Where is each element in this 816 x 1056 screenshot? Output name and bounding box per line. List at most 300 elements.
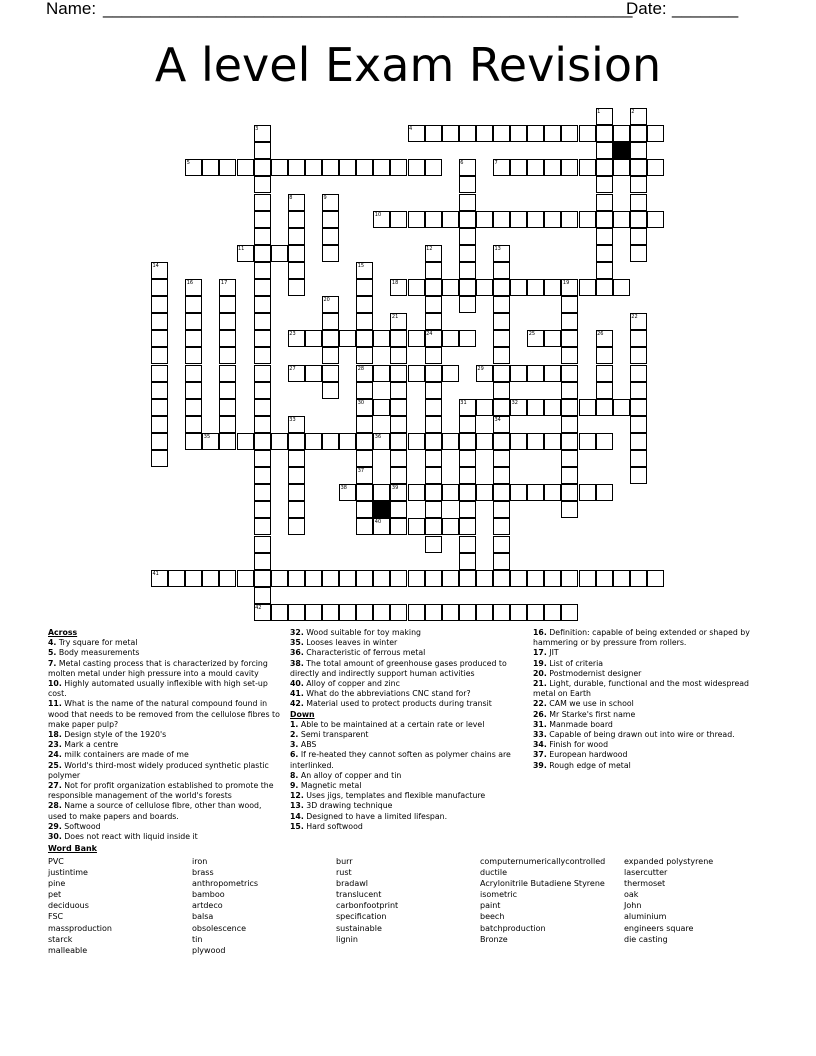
crossword-cell[interactable] xyxy=(476,433,493,450)
crossword-cell[interactable] xyxy=(544,433,561,450)
crossword-cell[interactable] xyxy=(425,604,442,621)
crossword-cell[interactable] xyxy=(630,365,647,382)
crossword-cell[interactable] xyxy=(254,228,271,245)
crossword-cell[interactable] xyxy=(254,518,271,535)
crossword-cell[interactable] xyxy=(442,518,459,535)
crossword-cell[interactable] xyxy=(459,467,476,484)
crossword-cell[interactable] xyxy=(596,484,613,501)
crossword-cell[interactable] xyxy=(254,245,271,262)
crossword-cell[interactable] xyxy=(613,125,630,142)
crossword-cell[interactable] xyxy=(339,433,356,450)
crossword-cell[interactable] xyxy=(459,570,476,587)
crossword-cell[interactable] xyxy=(254,553,271,570)
crossword-cell[interactable] xyxy=(493,330,510,347)
crossword-cell[interactable] xyxy=(254,570,271,587)
crossword-cell[interactable] xyxy=(288,450,305,467)
crossword-cell[interactable] xyxy=(288,467,305,484)
crossword-cell[interactable] xyxy=(630,467,647,484)
crossword-cell[interactable] xyxy=(425,347,442,364)
crossword-cell[interactable] xyxy=(219,330,236,347)
crossword-cell[interactable] xyxy=(271,433,288,450)
crossword-cell[interactable] xyxy=(356,279,373,296)
crossword-cell[interactable] xyxy=(254,484,271,501)
crossword-cell[interactable] xyxy=(185,382,202,399)
crossword-cell[interactable] xyxy=(493,347,510,364)
crossword-cell[interactable] xyxy=(596,365,613,382)
crossword-cell[interactable] xyxy=(442,484,459,501)
crossword-cell[interactable] xyxy=(288,279,305,296)
crossword-cell[interactable] xyxy=(579,433,596,450)
crossword-cell[interactable] xyxy=(596,570,613,587)
crossword-cell[interactable] xyxy=(527,125,544,142)
crossword-cell[interactable] xyxy=(390,211,407,228)
crossword-cell[interactable] xyxy=(442,279,459,296)
crossword-cell[interactable] xyxy=(305,433,322,450)
crossword-cell[interactable] xyxy=(219,313,236,330)
crossword-cell[interactable] xyxy=(510,433,527,450)
crossword-cell[interactable] xyxy=(237,159,254,176)
crossword-cell[interactable] xyxy=(561,416,578,433)
crossword-cell[interactable] xyxy=(390,416,407,433)
crossword-cell[interactable] xyxy=(425,518,442,535)
crossword-cell[interactable] xyxy=(442,604,459,621)
crossword-cell[interactable] xyxy=(630,450,647,467)
crossword-cell[interactable] xyxy=(339,330,356,347)
crossword-cell[interactable] xyxy=(373,365,390,382)
crossword-cell[interactable] xyxy=(185,330,202,347)
crossword-cell[interactable] xyxy=(185,365,202,382)
crossword-cell[interactable] xyxy=(561,604,578,621)
crossword-cell[interactable] xyxy=(544,604,561,621)
crossword-cell[interactable] xyxy=(527,365,544,382)
crossword-cell[interactable] xyxy=(544,211,561,228)
crossword-cell[interactable] xyxy=(254,450,271,467)
crossword-cell[interactable] xyxy=(356,296,373,313)
crossword-cell[interactable] xyxy=(322,604,339,621)
crossword-cell[interactable] xyxy=(254,347,271,364)
crossword-cell[interactable] xyxy=(459,176,476,193)
crossword-cell[interactable] xyxy=(425,159,442,176)
crossword-cell[interactable] xyxy=(459,518,476,535)
crossword-cell[interactable] xyxy=(442,365,459,382)
crossword-cell[interactable] xyxy=(596,382,613,399)
crossword-cell[interactable] xyxy=(151,365,168,382)
crossword-cell[interactable] xyxy=(408,518,425,535)
crossword-cell[interactable] xyxy=(288,518,305,535)
crossword-cell[interactable] xyxy=(339,604,356,621)
crossword-cell[interactable] xyxy=(373,604,390,621)
crossword-cell[interactable] xyxy=(271,570,288,587)
crossword-cell[interactable] xyxy=(579,399,596,416)
crossword-cell[interactable] xyxy=(390,433,407,450)
crossword-cell[interactable] xyxy=(425,125,442,142)
crossword-cell[interactable] xyxy=(185,313,202,330)
crossword-cell[interactable] xyxy=(561,365,578,382)
crossword-cell[interactable] xyxy=(288,245,305,262)
crossword-cell[interactable] xyxy=(442,570,459,587)
crossword-cell[interactable] xyxy=(613,211,630,228)
crossword-cell[interactable] xyxy=(425,467,442,484)
crossword-cell[interactable] xyxy=(493,467,510,484)
crossword-cell[interactable] xyxy=(647,159,664,176)
crossword-cell[interactable] xyxy=(322,211,339,228)
crossword-cell[interactable] xyxy=(510,159,527,176)
crossword-cell[interactable] xyxy=(408,570,425,587)
crossword-cell[interactable] xyxy=(630,125,647,142)
crossword-cell[interactable] xyxy=(510,570,527,587)
crossword-cell[interactable] xyxy=(596,159,613,176)
crossword-cell[interactable] xyxy=(373,399,390,416)
crossword-cell[interactable] xyxy=(305,159,322,176)
crossword-cell[interactable] xyxy=(630,399,647,416)
crossword-cell[interactable] xyxy=(425,211,442,228)
crossword-cell[interactable] xyxy=(185,296,202,313)
crossword-cell[interactable] xyxy=(613,159,630,176)
crossword-cell[interactable] xyxy=(630,142,647,159)
crossword-cell[interactable] xyxy=(185,570,202,587)
name-line[interactable]: ________________________________________________________ xyxy=(103,0,633,18)
crossword-cell[interactable] xyxy=(254,142,271,159)
crossword-cell[interactable] xyxy=(442,125,459,142)
crossword-cell[interactable] xyxy=(219,296,236,313)
crossword-cell[interactable] xyxy=(596,176,613,193)
crossword-cell[interactable] xyxy=(288,211,305,228)
crossword-cell[interactable] xyxy=(408,330,425,347)
crossword-cell[interactable] xyxy=(630,194,647,211)
crossword-cell[interactable] xyxy=(579,211,596,228)
crossword-cell[interactable] xyxy=(544,330,561,347)
crossword-cell[interactable] xyxy=(219,382,236,399)
crossword-cell[interactable] xyxy=(510,604,527,621)
crossword-cell[interactable] xyxy=(322,159,339,176)
crossword-cell[interactable] xyxy=(459,416,476,433)
crossword-cell[interactable] xyxy=(459,484,476,501)
crossword-cell[interactable] xyxy=(425,365,442,382)
crossword-cell[interactable] xyxy=(476,279,493,296)
crossword-cell[interactable] xyxy=(561,399,578,416)
crossword-cell[interactable] xyxy=(630,245,647,262)
crossword-cell[interactable] xyxy=(630,211,647,228)
crossword-cell[interactable] xyxy=(254,399,271,416)
crossword-cell[interactable] xyxy=(544,570,561,587)
crossword-cell[interactable] xyxy=(493,211,510,228)
crossword-cell[interactable] xyxy=(202,570,219,587)
crossword-cell[interactable] xyxy=(339,159,356,176)
crossword-cell[interactable] xyxy=(596,194,613,211)
crossword-cell[interactable] xyxy=(510,279,527,296)
crossword-cell[interactable] xyxy=(613,279,630,296)
date-line[interactable]: _______ xyxy=(672,0,739,18)
crossword-cell[interactable] xyxy=(390,501,407,518)
crossword-cell[interactable] xyxy=(476,125,493,142)
crossword-cell[interactable] xyxy=(561,347,578,364)
crossword-cell[interactable] xyxy=(561,330,578,347)
crossword-cell[interactable] xyxy=(151,399,168,416)
crossword-cell[interactable] xyxy=(288,159,305,176)
crossword-cell[interactable] xyxy=(425,313,442,330)
crossword-cell[interactable] xyxy=(322,228,339,245)
crossword-cell[interactable] xyxy=(219,433,236,450)
crossword-cell[interactable] xyxy=(596,279,613,296)
crossword-cell[interactable] xyxy=(254,382,271,399)
crossword-cell[interactable] xyxy=(254,536,271,553)
crossword-cell[interactable] xyxy=(356,347,373,364)
crossword-cell[interactable] xyxy=(356,450,373,467)
crossword-cell[interactable] xyxy=(561,211,578,228)
crossword-cell[interactable] xyxy=(630,416,647,433)
crossword-cell[interactable] xyxy=(168,570,185,587)
crossword-cell[interactable] xyxy=(305,365,322,382)
crossword-cell[interactable] xyxy=(527,604,544,621)
crossword-cell[interactable] xyxy=(459,296,476,313)
crossword-cell[interactable] xyxy=(425,296,442,313)
crossword-cell[interactable] xyxy=(219,347,236,364)
crossword-cell[interactable] xyxy=(493,125,510,142)
crossword-cell[interactable] xyxy=(459,450,476,467)
crossword-cell[interactable] xyxy=(579,279,596,296)
crossword-cell[interactable] xyxy=(254,501,271,518)
crossword-cell[interactable] xyxy=(305,330,322,347)
crossword-cell[interactable] xyxy=(442,433,459,450)
crossword-cell[interactable] xyxy=(527,399,544,416)
crossword-cell[interactable] xyxy=(476,211,493,228)
crossword-cell[interactable] xyxy=(596,433,613,450)
crossword-cell[interactable] xyxy=(151,330,168,347)
crossword-cell[interactable] xyxy=(219,399,236,416)
crossword-cell[interactable] xyxy=(151,450,168,467)
crossword-cell[interactable] xyxy=(254,313,271,330)
crossword-cell[interactable] xyxy=(459,245,476,262)
crossword-cell[interactable] xyxy=(459,536,476,553)
crossword-cell[interactable] xyxy=(561,570,578,587)
crossword-cell[interactable] xyxy=(254,416,271,433)
crossword-cell[interactable] xyxy=(596,347,613,364)
crossword-cell[interactable] xyxy=(493,553,510,570)
crossword-cell[interactable] xyxy=(408,365,425,382)
crossword-cell[interactable] xyxy=(476,484,493,501)
crossword-cell[interactable] xyxy=(322,365,339,382)
crossword-cell[interactable] xyxy=(390,450,407,467)
crossword-cell[interactable] xyxy=(647,125,664,142)
crossword-cell[interactable] xyxy=(493,518,510,535)
crossword-cell[interactable] xyxy=(151,313,168,330)
crossword-cell[interactable] xyxy=(254,587,271,604)
crossword-cell[interactable] xyxy=(510,365,527,382)
crossword-cell[interactable] xyxy=(408,433,425,450)
crossword-cell[interactable] xyxy=(425,501,442,518)
crossword-cell[interactable] xyxy=(596,125,613,142)
crossword-cell[interactable] xyxy=(356,484,373,501)
crossword-cell[interactable] xyxy=(390,382,407,399)
crossword-cell[interactable] xyxy=(425,416,442,433)
crossword-cell[interactable] xyxy=(408,484,425,501)
crossword-cell[interactable] xyxy=(271,604,288,621)
crossword-cell[interactable] xyxy=(579,125,596,142)
crossword-cell[interactable] xyxy=(596,262,613,279)
crossword-cell[interactable] xyxy=(561,501,578,518)
crossword-cell[interactable] xyxy=(202,159,219,176)
crossword-cell[interactable] xyxy=(254,279,271,296)
crossword-cell[interactable] xyxy=(254,330,271,347)
crossword-cell[interactable] xyxy=(322,245,339,262)
crossword-cell[interactable] xyxy=(459,228,476,245)
crossword-cell[interactable] xyxy=(510,125,527,142)
crossword-cell[interactable] xyxy=(630,347,647,364)
crossword-cell[interactable] xyxy=(527,279,544,296)
crossword-cell[interactable] xyxy=(288,433,305,450)
crossword-cell[interactable] xyxy=(373,570,390,587)
crossword-cell[interactable] xyxy=(544,159,561,176)
crossword-cell[interactable] xyxy=(425,433,442,450)
crossword-cell[interactable] xyxy=(493,279,510,296)
crossword-cell[interactable] xyxy=(151,433,168,450)
crossword-cell[interactable] xyxy=(459,604,476,621)
crossword-cell[interactable] xyxy=(288,262,305,279)
crossword-cell[interactable] xyxy=(561,433,578,450)
crossword-cell[interactable] xyxy=(356,382,373,399)
crossword-cell[interactable] xyxy=(630,176,647,193)
crossword-cell[interactable] xyxy=(596,142,613,159)
crossword-cell[interactable] xyxy=(476,604,493,621)
crossword-cell[interactable] xyxy=(561,467,578,484)
crossword-cell[interactable] xyxy=(425,484,442,501)
crossword-cell[interactable] xyxy=(305,604,322,621)
crossword-cell[interactable] xyxy=(305,570,322,587)
crossword-cell[interactable] xyxy=(596,211,613,228)
crossword-cell[interactable] xyxy=(493,570,510,587)
crossword-cell[interactable] xyxy=(390,330,407,347)
crossword-cell[interactable] xyxy=(527,484,544,501)
crossword-cell[interactable] xyxy=(390,399,407,416)
crossword-cell[interactable] xyxy=(356,604,373,621)
crossword-cell[interactable] xyxy=(356,313,373,330)
crossword-cell[interactable] xyxy=(459,211,476,228)
crossword-cell[interactable] xyxy=(425,450,442,467)
crossword-cell[interactable] xyxy=(322,382,339,399)
crossword-cell[interactable] xyxy=(596,245,613,262)
crossword-cell[interactable] xyxy=(459,125,476,142)
crossword-cell[interactable] xyxy=(151,416,168,433)
crossword-cell[interactable] xyxy=(596,228,613,245)
crossword-cell[interactable] xyxy=(271,159,288,176)
crossword-cell[interactable] xyxy=(561,313,578,330)
crossword-cell[interactable] xyxy=(288,570,305,587)
crossword-cell[interactable] xyxy=(544,484,561,501)
crossword-cell[interactable] xyxy=(544,365,561,382)
crossword-cell[interactable] xyxy=(288,484,305,501)
crossword-cell[interactable] xyxy=(185,416,202,433)
crossword-cell[interactable] xyxy=(390,570,407,587)
crossword-cell[interactable] xyxy=(493,536,510,553)
crossword-cell[interactable] xyxy=(288,604,305,621)
crossword-cell[interactable] xyxy=(579,484,596,501)
crossword-cell[interactable] xyxy=(151,347,168,364)
crossword-cell[interactable] xyxy=(390,518,407,535)
crossword-cell[interactable] xyxy=(356,416,373,433)
crossword-cell[interactable] xyxy=(288,228,305,245)
crossword-cell[interactable] xyxy=(254,365,271,382)
crossword-cell[interactable] xyxy=(322,570,339,587)
crossword-cell[interactable] xyxy=(425,382,442,399)
crossword-cell[interactable] xyxy=(254,159,271,176)
crossword-cell[interactable] xyxy=(322,330,339,347)
crossword-cell[interactable] xyxy=(493,484,510,501)
crossword-cell[interactable] xyxy=(237,570,254,587)
crossword-cell[interactable] xyxy=(493,450,510,467)
crossword-cell[interactable] xyxy=(425,279,442,296)
crossword-cell[interactable] xyxy=(561,125,578,142)
crossword-cell[interactable] xyxy=(630,159,647,176)
crossword-cell[interactable] xyxy=(322,433,339,450)
crossword-cell[interactable] xyxy=(630,570,647,587)
crossword-cell[interactable] xyxy=(254,176,271,193)
crossword-cell[interactable] xyxy=(561,296,578,313)
crossword-cell[interactable] xyxy=(322,347,339,364)
crossword-cell[interactable] xyxy=(254,211,271,228)
crossword-cell[interactable] xyxy=(493,604,510,621)
crossword-cell[interactable] xyxy=(288,501,305,518)
crossword-cell[interactable] xyxy=(151,382,168,399)
crossword-cell[interactable] xyxy=(459,553,476,570)
crossword-cell[interactable] xyxy=(493,501,510,518)
crossword-cell[interactable] xyxy=(151,279,168,296)
crossword-cell[interactable] xyxy=(339,570,356,587)
crossword-cell[interactable] xyxy=(356,433,373,450)
crossword-cell[interactable] xyxy=(425,570,442,587)
crossword-cell[interactable] xyxy=(493,262,510,279)
crossword-cell[interactable] xyxy=(254,433,271,450)
crossword-cell[interactable] xyxy=(527,570,544,587)
crossword-cell[interactable] xyxy=(459,262,476,279)
crossword-cell[interactable] xyxy=(373,330,390,347)
crossword-cell[interactable] xyxy=(356,570,373,587)
crossword-cell[interactable] xyxy=(185,399,202,416)
crossword-cell[interactable] xyxy=(390,467,407,484)
crossword-cell[interactable] xyxy=(459,330,476,347)
crossword-cell[interactable] xyxy=(356,159,373,176)
crossword-cell[interactable] xyxy=(527,211,544,228)
crossword-cell[interactable] xyxy=(185,433,202,450)
crossword-cell[interactable] xyxy=(510,484,527,501)
crossword-cell[interactable] xyxy=(493,433,510,450)
crossword-cell[interactable] xyxy=(425,536,442,553)
crossword-cell[interactable] xyxy=(527,433,544,450)
crossword-cell[interactable] xyxy=(254,262,271,279)
crossword-cell[interactable] xyxy=(219,416,236,433)
crossword-cell[interactable] xyxy=(596,399,613,416)
crossword-cell[interactable] xyxy=(630,382,647,399)
crossword-cell[interactable] xyxy=(390,159,407,176)
crossword-cell[interactable] xyxy=(493,382,510,399)
crossword-cell[interactable] xyxy=(271,245,288,262)
crossword-cell[interactable] xyxy=(408,159,425,176)
crossword-cell[interactable] xyxy=(356,330,373,347)
crossword-cell[interactable] xyxy=(527,159,544,176)
crossword-cell[interactable] xyxy=(476,399,493,416)
crossword-cell[interactable] xyxy=(356,518,373,535)
crossword-cell[interactable] xyxy=(237,433,254,450)
crossword-cell[interactable] xyxy=(219,570,236,587)
crossword-cell[interactable] xyxy=(544,399,561,416)
crossword-cell[interactable] xyxy=(613,399,630,416)
crossword-cell[interactable] xyxy=(373,484,390,501)
crossword-cell[interactable] xyxy=(408,604,425,621)
crossword-cell[interactable] xyxy=(459,433,476,450)
crossword-cell[interactable] xyxy=(254,467,271,484)
crossword-cell[interactable] xyxy=(476,570,493,587)
crossword-cell[interactable] xyxy=(630,228,647,245)
crossword-cell[interactable] xyxy=(493,399,510,416)
